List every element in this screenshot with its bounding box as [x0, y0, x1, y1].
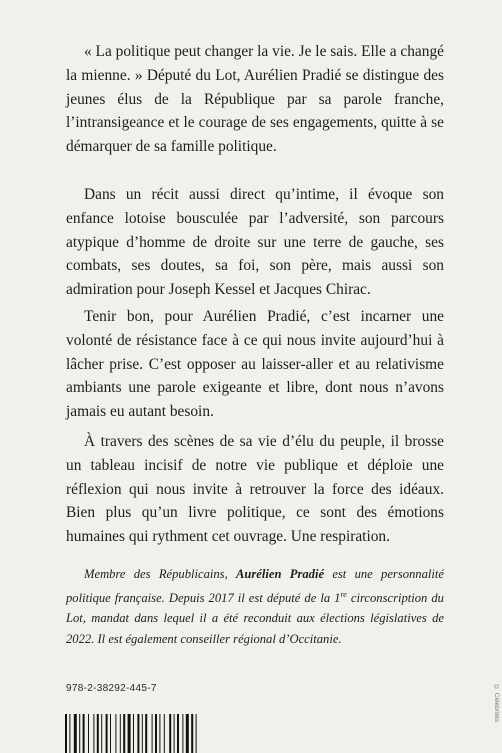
barcode-bar: [196, 714, 197, 753]
paragraph-3: Tenir bon, pour Aurélien Pradié, c’est incarner une volonté de résistance face à ce qui nous invite aujourd’hui à lâcher prise. C’est opposer au laisser-aller et au relativisme ambiants une parole exigeante et libre, dont nous n’avons jamais eu autant besoin.: [66, 308, 444, 421]
bio-superscript: re: [340, 589, 347, 599]
barcode-bar: [97, 714, 99, 753]
edge-credit: © Célébrités: [493, 684, 500, 723]
barcode-bar: [169, 714, 171, 753]
paragraph-1: « La politique peut changer la vie. Je le sais. Elle a changé la mienne. » Député du Lot, Aurélien Pradié se distingue des jeunes élus de la République par sa parole franche, l’intransigeance et le courage de ses engagements, quitte à se démarquer de sa famille politique.: [66, 43, 444, 156]
barcode-bar: [159, 714, 160, 753]
barcode-bar: [152, 714, 153, 753]
author-name: Aurélien Pradié: [236, 567, 325, 581]
barcode-bar: [123, 714, 125, 753]
barcode-bar: [155, 714, 157, 753]
barcode-bar: [177, 714, 179, 753]
barcode-bar: [115, 714, 116, 753]
barcode-bar: [164, 714, 165, 753]
barcode-bar: [74, 714, 77, 753]
barcode-bar: [79, 714, 80, 753]
barcode-bar: [83, 714, 85, 753]
barcode-bar: [137, 714, 139, 753]
isbn-number: 978-2-38292-445-7: [66, 683, 157, 694]
paragraph-4: À travers des scènes de sa vie d’élu du peuple, il brosse un tableau incisif de notre vie publique et déploie une réflexion qui nous invite à retrouver la force des idéaux. Bien plus qu’un livre politique, ce sont des émotions humaines qui rythment cet ouvrage. Une respiration.: [66, 433, 444, 546]
barcode-bar: [65, 714, 67, 753]
barcode-bar: [182, 714, 183, 753]
barcode-bar: [191, 714, 193, 753]
paragraph-2: Dans un récit aussi direct qu’intime, il évoque son enfance lotoise bousculée par l’adversité, son parcours atypique d’homme de droite sur une terre de gauche, ses combats, ses doutes, sa foi, son père, mais aussi son admiration pour Joseph Kessel et Jacques Chirac.: [66, 186, 444, 299]
bio-text-3: circonscription du Lot, mandat dans lequel il a été reconduit aux élections législatives de 2022. Il est également conseiller régional d’Occitanie.: [66, 590, 444, 646]
bio-text-2: est une personnalité politique française. Depuis 2017 il est député de la 1: [66, 567, 444, 605]
barcode-bar: [186, 714, 189, 753]
barcode-bar: [93, 714, 94, 753]
barcode-bar: [128, 714, 131, 753]
barcode-bar: [142, 714, 143, 753]
barcode-image: [64, 714, 234, 753]
barcode-bar: [120, 714, 121, 753]
barcode-bar: [145, 714, 147, 753]
bio-text-1: Membre des Républicains,: [84, 567, 236, 581]
barcode-bar: [69, 714, 70, 753]
barcode-bar: [106, 714, 108, 753]
barcode-bar: [110, 714, 111, 753]
author-bio: [66, 564, 444, 649]
barcode-bar: [174, 714, 175, 753]
barcode-bar: [101, 714, 102, 753]
barcode-bar: [88, 714, 89, 753]
barcode-bar: [133, 714, 134, 753]
